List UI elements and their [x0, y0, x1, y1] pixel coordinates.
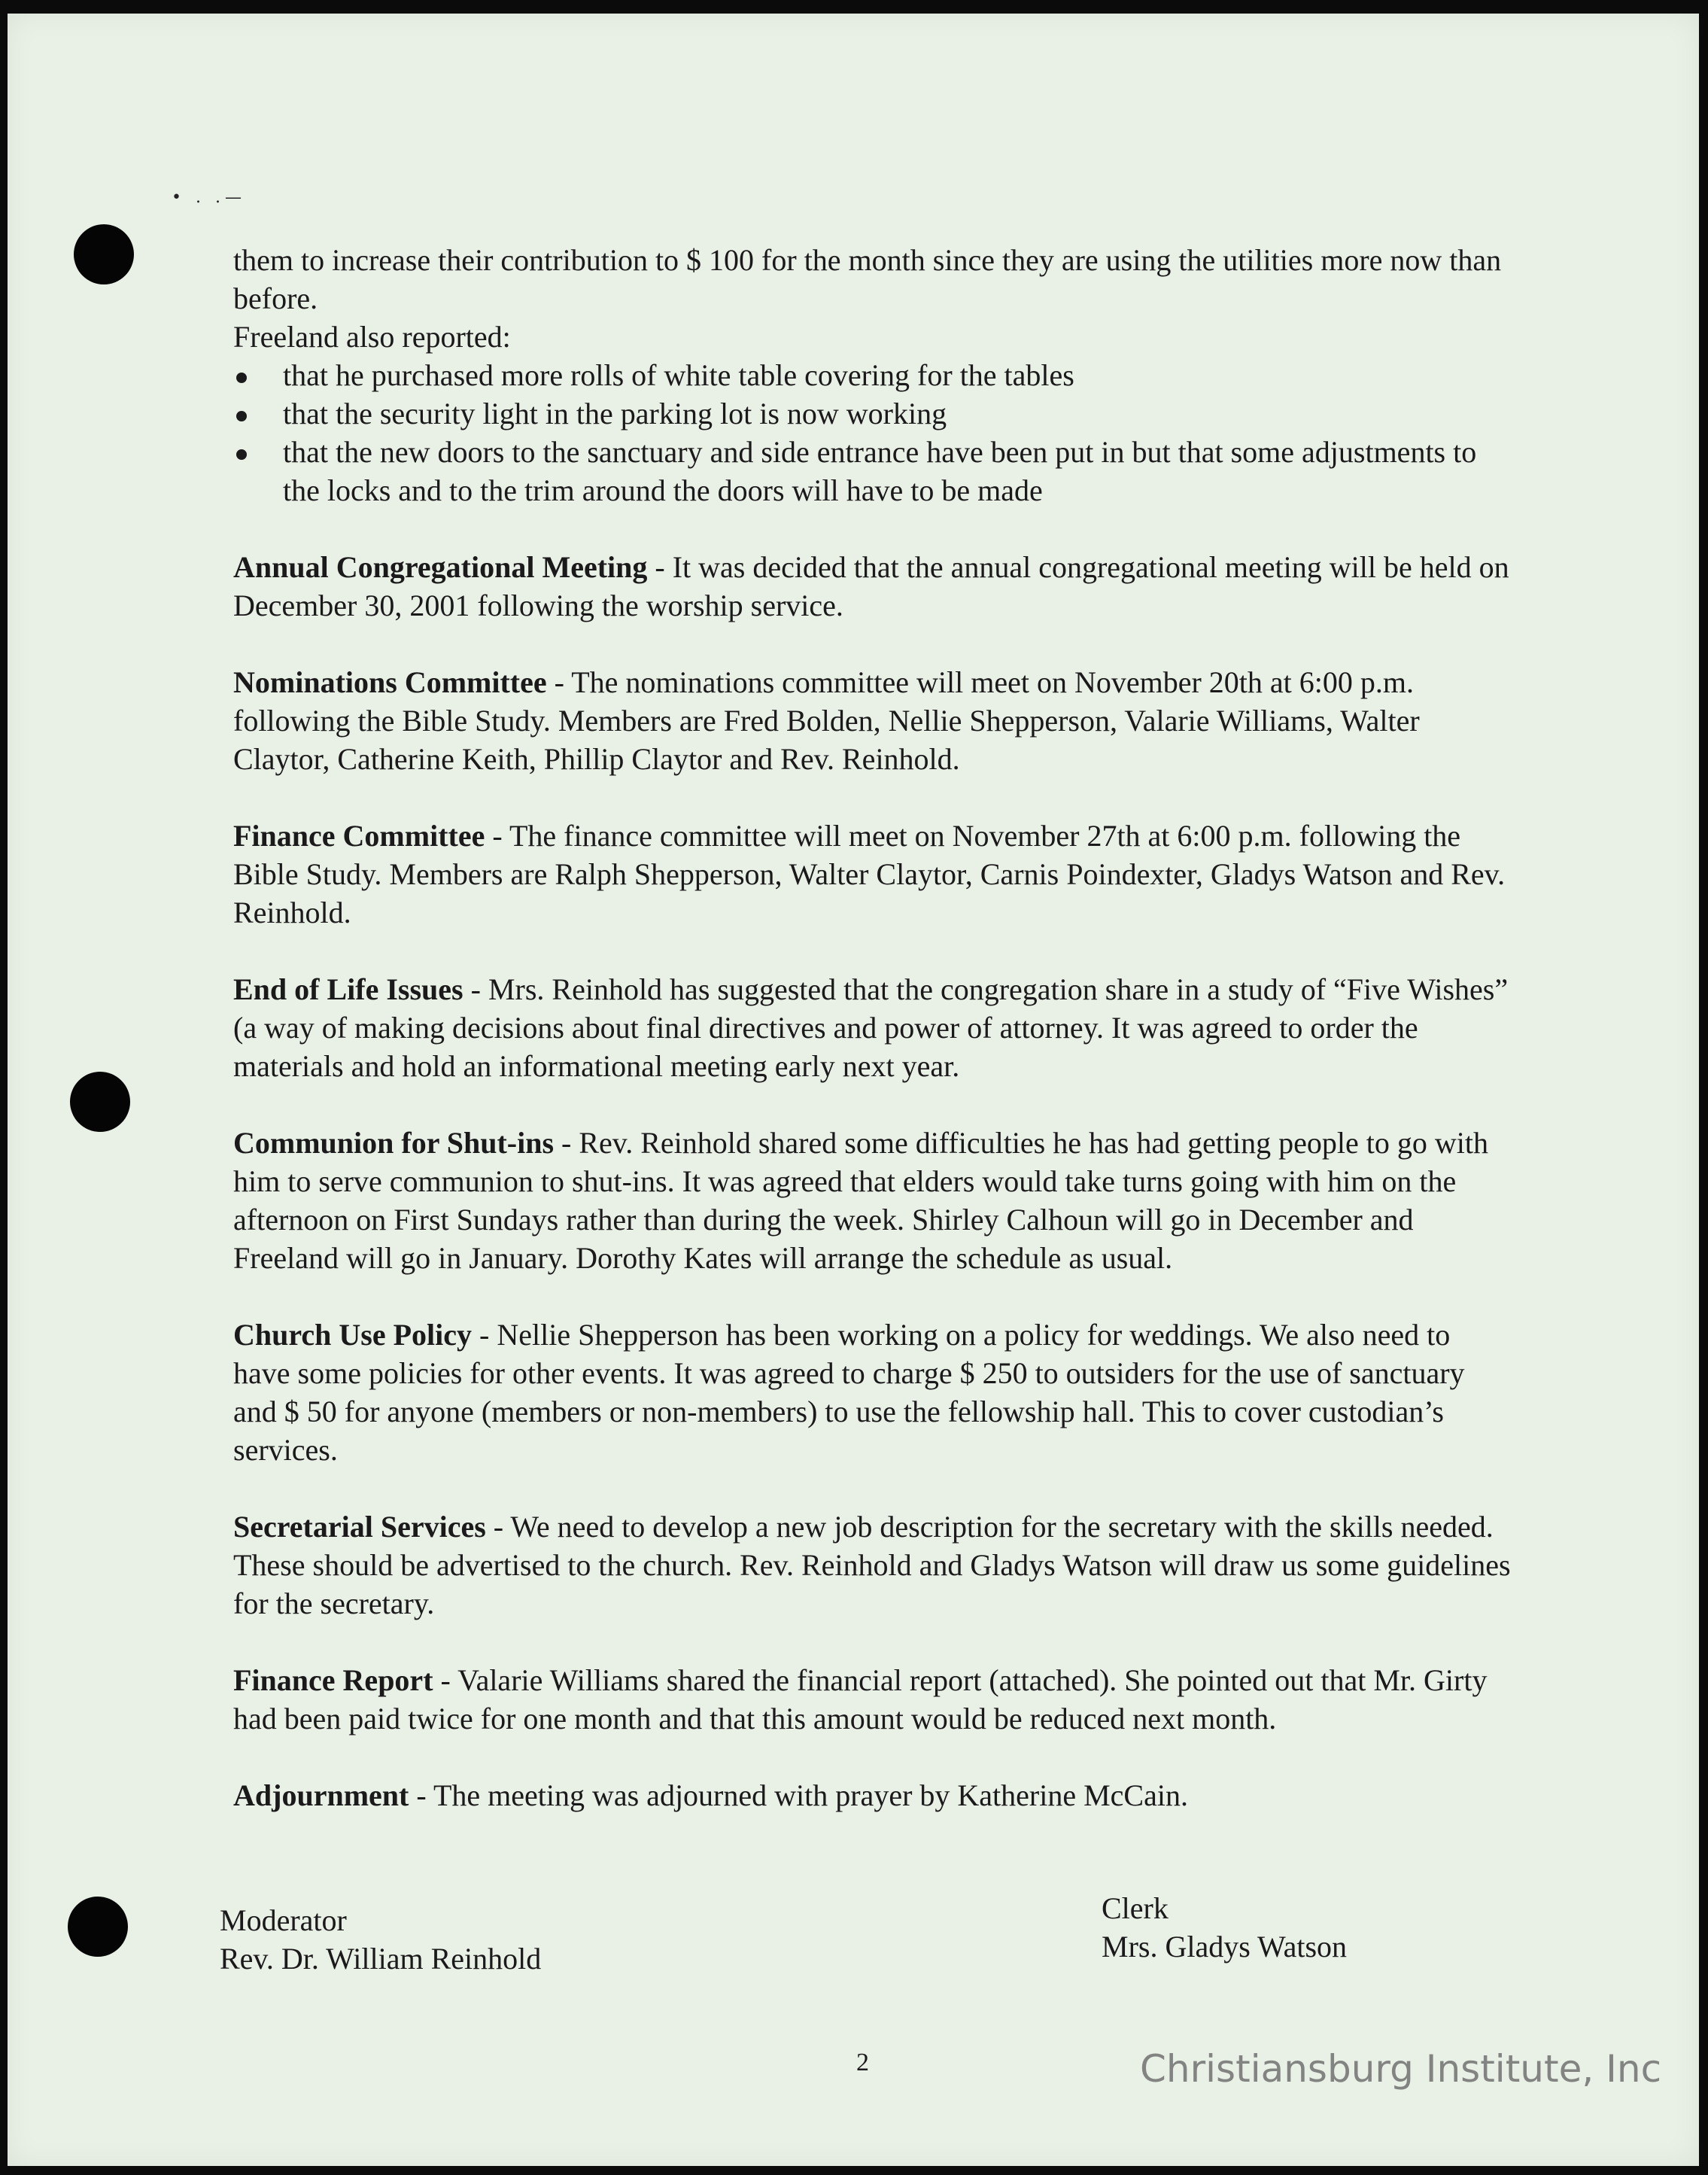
section-heading: Finance Report: [233, 1663, 433, 1697]
section-text: - Valarie Williams shared the financial report (attached). She pointed out that Mr. Girty had been paid twice for one month and that this amount would be reduced next month.: [233, 1663, 1488, 1735]
section-text: - The finance committee will meet on November 27th at 6:00 p.m. following the Bible Study. Members are Ralph Shepperson, Walter Claytor, Carnis Poindexter, Gladys Watson and Rev. Reinhold.: [233, 819, 1506, 929]
list-item: that the new doors to the sanctuary and side entrance have been put in but that some adjustments to the locks and to the trim around the doors will have to be made: [233, 433, 1512, 510]
watermark: Christiansburg Institute, Inc: [1140, 2047, 1662, 2091]
page-number: 2: [856, 2049, 869, 2076]
moderator-name: Rev. Dr. William Reinhold: [220, 1942, 542, 1976]
section-heading: Communion for Shut-ins: [233, 1126, 555, 1160]
section-end-of-life: [233, 970, 1512, 1085]
section-heading: Annual Congregational Meeting: [233, 550, 648, 584]
moderator-role: Moderator: [220, 1903, 347, 1937]
section-heading: Adjournment: [233, 1778, 409, 1812]
section-annual-meeting: [233, 548, 1512, 625]
document-page: [8, 14, 1699, 2166]
bullet-icon: [236, 411, 247, 421]
section-secretarial: [233, 1507, 1512, 1623]
bullet-icon: [236, 449, 247, 460]
section-text: - It was decided that the annual congregational meeting will be held on December 30, 2001 following the worship service.: [233, 550, 1509, 622]
clerk-role: Clerk: [1102, 1891, 1169, 1925]
section-heading: Secretarial Services: [233, 1510, 486, 1544]
section-text: - Rev. Reinhold shared some difficulties he has had getting people to go with him to serve communion to shut-ins. It was agreed that elders would take turns going with him on the afternoon on First Sundays rather than during the week. Shirley Calhoun will go in December and Freeland will go in January. Dorothy Kates will arrange the schedule as usual.: [233, 1126, 1489, 1275]
bullet-icon: [236, 373, 247, 383]
section-finance-committee: [233, 817, 1512, 932]
punch-hole-middle: [70, 1072, 130, 1132]
punch-hole-top: [74, 224, 134, 284]
section-text: - The meeting was adjourned with prayer by Katherine McCain.: [409, 1778, 1188, 1812]
section-heading: Finance Committee: [233, 819, 485, 853]
section-text: - We need to develop a new job description for the secretary with the skills needed. These should be advertised to the church. Rev. Reinhold and Gladys Watson will draw us some guidelines for the secretary.: [233, 1510, 1511, 1620]
list-item: that the security light in the parking lot is now working: [233, 394, 1512, 433]
stray-pen-mark: • . .—: [172, 188, 246, 207]
section-nominations: [233, 663, 1512, 778]
clerk-name: Mrs. Gladys Watson: [1102, 1930, 1348, 1964]
section-text: - Nellie Shepperson has been working on a policy for weddings. We also need to have some policies for other events. It was agreed to charge $ 250 to outsiders for the use of sanctuary and $ 50 for anyone (members or non-members) to use the fellowship hall. This to cover custodian’s services.: [233, 1318, 1465, 1467]
punch-hole-bottom: [68, 1897, 128, 1957]
section-heading: End of Life Issues: [233, 972, 463, 1006]
freeland-reported: Freeland also reported:: [233, 320, 511, 354]
section-heading: Nominations Committee: [233, 665, 547, 699]
section-heading: Church Use Policy: [233, 1318, 473, 1352]
intro-line: them to increase their contribution to $ 100 for the month since they are using the utilities more now than before.: [233, 243, 1502, 315]
section-adjournment: [233, 1776, 1512, 1815]
list-item: that he purchased more rolls of white table covering for the tables: [233, 356, 1512, 394]
section-text: - Mrs. Reinhold has suggested that the congregation share in a study of “Five Wishes” (a way of making decisions about final directives and power of attorney. It was agreed to order the materials and hold an informational meeting early next year.: [233, 972, 1509, 1083]
moderator-signature: [220, 1901, 541, 1978]
section-finance-report: [233, 1661, 1512, 1738]
freeland-report-list: [233, 356, 1512, 510]
clerk-signature: [1102, 1889, 1347, 1966]
section-text: - The nominations committee will meet on November 20th at 6:00 p.m. following the Bible Study. Members are Fred Bolden, Nellie Shepperson, Valarie Williams, Walter Claytor, Catherine Keith, Phillip Claytor and Rev. Reinhold.: [233, 665, 1420, 776]
section-communion: [233, 1124, 1512, 1277]
section-church-use: [233, 1316, 1512, 1469]
minutes-body: [233, 241, 1512, 1815]
